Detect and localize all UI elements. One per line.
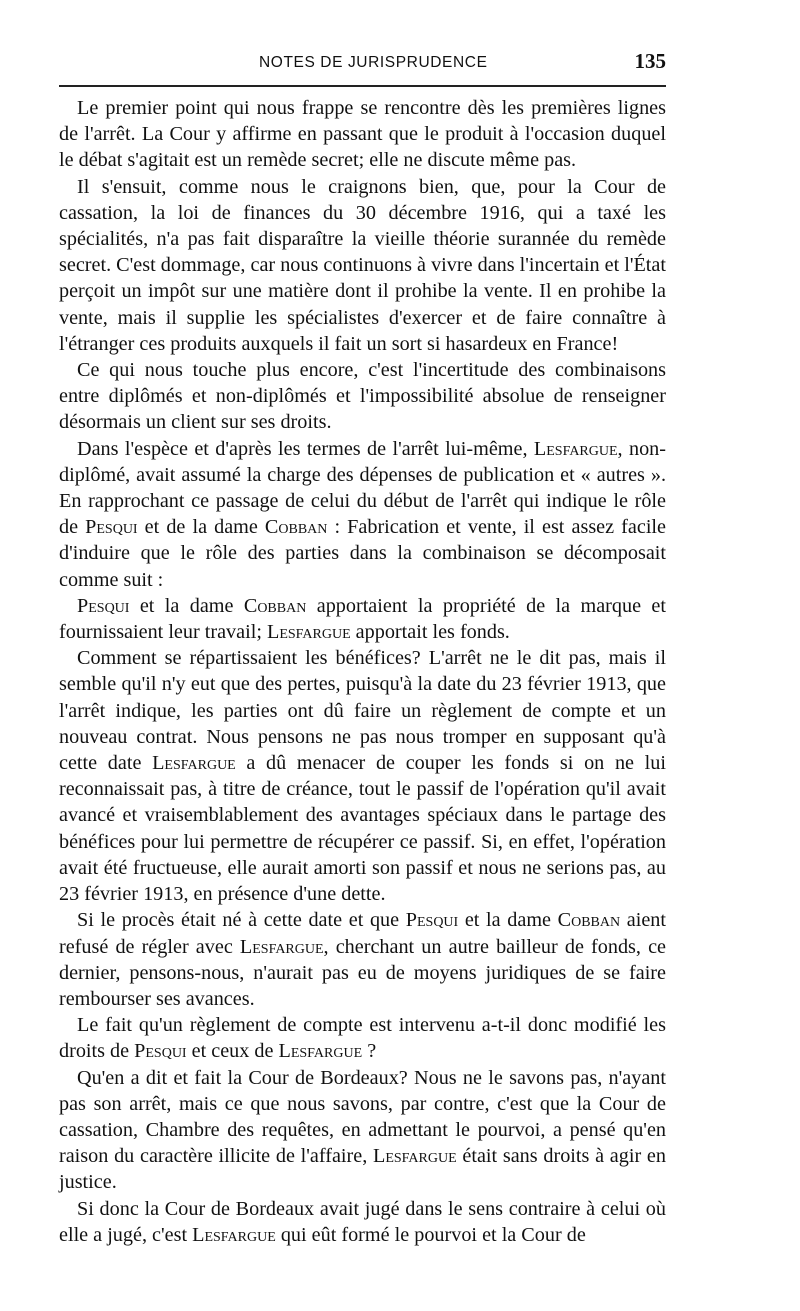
paragraph-text: : Fabrication et vente, il est assez facile d'induire que le rôle des parties dans la combinaison se décomposait comme suit : xyxy=(59,516,666,591)
paragraph-text: ? xyxy=(362,1040,377,1063)
paragraph-text: Si le procès était né à cette date et que xyxy=(77,909,406,932)
party-name: Pesqui xyxy=(77,594,130,617)
paragraph-text: Si donc la Cour de Bordeaux avait jugé dans le sens contraire à celui où elle a jugé, c'est xyxy=(59,1197,666,1246)
party-name: Lesfargue xyxy=(278,1040,363,1063)
paragraph-text: apportaient la propriété de la marque et fournissaient leur travail; xyxy=(59,594,667,644)
party-name: Cobban xyxy=(243,594,307,617)
paragraph-text: qui eût formé le pourvoi et la Cour de xyxy=(275,1223,586,1246)
paragraph xyxy=(59,907,666,1012)
paragraph-text: a dû menacer de couper les fonds si on ne lui reconnaissait pas, à titre de créance, tout le passif de l'opération qu'il avait avancé et vraisemblablement des avantages spéciaux dans le partage des bénéfices pour lui permettre de récupérer ce passif. Si, en effet, l'opération avait été fructueuse, elle aurait amorti son passif et nous ne serions pas, au 23 février 1913, en présence d'une dette. xyxy=(59,752,666,906)
paragraph-text: et la dame xyxy=(458,909,558,932)
paragraph-text: et de la dame xyxy=(137,516,265,539)
paragraph xyxy=(59,95,666,174)
paragraph-text: Qu'en a dit et fait la Cour de Bordeaux? Nous ne le savons pas, n'ayant pas son arrêt, mais ce que nous savons, par contre, c'est que la Cour de cassation, Chambre des requêtes, en admettant le pourvoi, a pensé qu'en raison du caractère illicite de l'affaire, xyxy=(59,1066,666,1168)
paragraph-text: et la dame xyxy=(129,594,244,617)
paragraph xyxy=(59,1196,666,1248)
paragraph-text: Il s'ensuit, comme nous le craignons bien, que, pour la Cour de cassation, la loi de finances du 30 décembre 1916, qui a taxé les spécialités, n'a pas fait disparaître la vieille théorie surannée du remède secret. C'est dommage, car nous continuons à vivre dans l'incertain et l'État perçoit un impôt sur une matière dont il prohibe la vente. Il en prohibe la vente, mais il supplie les spécialistes d'exercer et de faire connaître à l'étranger ces produits auxquels il fait un sort si hasardeux en France! xyxy=(59,175,666,355)
party-name: Lesfargue xyxy=(533,437,618,460)
paragraph xyxy=(59,174,666,357)
paragraph-text: Comment se répartissaient les bénéfices? L'arrêt ne le dit pas, mais il semble qu'il n'y eut que des pertes, puisqu'à la date du 23 février 1913, que l'arrêt indique, les parties ont dû faire un règlement de compte et un nouveau contrat. Nous pensons ne pas nous tromper en supposant qu'à cette date xyxy=(59,647,666,775)
paragraph-text: Ce qui nous touche plus encore, c'est l'incertitude des combinaisons entre diplômés et non-diplômés et l'impossibilité absolue de renseigner désormais un client sur ses droits. xyxy=(59,359,666,434)
paragraph-text: aient refusé de régler avec xyxy=(59,909,667,958)
party-name: Lesfargue xyxy=(373,1145,457,1168)
party-name: Lesfargue xyxy=(266,621,351,644)
paragraph-text: apportait les fonds. xyxy=(350,621,510,644)
paragraph-text: était sans droits à agir en justice. xyxy=(59,1145,666,1194)
party-name: Lesfargue xyxy=(152,752,236,775)
party-name: Lesfargue xyxy=(239,935,324,958)
body-text xyxy=(59,95,666,1248)
paragraph xyxy=(59,357,666,436)
party-name: Pesqui xyxy=(134,1040,187,1063)
paragraph-text: , cherchant un autre bailleur de fonds, ce dernier, pensons-nous, n'aurait pas eu de moyens juridiques de se faire rembourser ses avances. xyxy=(59,935,666,1010)
paragraph xyxy=(59,436,666,593)
paragraph xyxy=(59,1012,666,1064)
party-name: Cobban xyxy=(557,909,621,932)
paragraph-text: Le fait qu'un règlement de compte est intervenu a-t-il donc modifié les droits de xyxy=(59,1014,666,1063)
running-title: NOTES DE JURISPRUDENCE xyxy=(259,54,488,71)
paragraph xyxy=(59,645,666,907)
paragraph-text: et ceux de xyxy=(186,1040,279,1063)
party-name: Pesqui xyxy=(405,909,459,932)
paragraph xyxy=(59,1065,666,1196)
page-number: 135 xyxy=(634,49,666,73)
page-header xyxy=(59,48,666,76)
party-name: Lesfargue xyxy=(192,1223,276,1246)
paragraph-text: Le premier point qui nous frappe se rencontre dès les premières lignes de l'arrêt. La Cour y affirme en passant que le produit à l'occasion duquel le débat s'agitait est un remède secret; elle ne discute même pas. xyxy=(59,97,666,172)
party-name: Cobban xyxy=(264,516,328,539)
paragraph xyxy=(59,593,666,645)
paragraph-text: , non-diplômé, avait assumé la charge des dépenses de publication et « autres ». En rapprochant ce passage de celui du début de l'arrêt qui indique le rôle de xyxy=(59,437,666,539)
header-rule xyxy=(59,85,666,87)
party-name: Pesqui xyxy=(85,516,138,539)
paragraph-text: Dans l'espèce et d'après les termes de l'arrêt lui-même, xyxy=(77,437,534,460)
